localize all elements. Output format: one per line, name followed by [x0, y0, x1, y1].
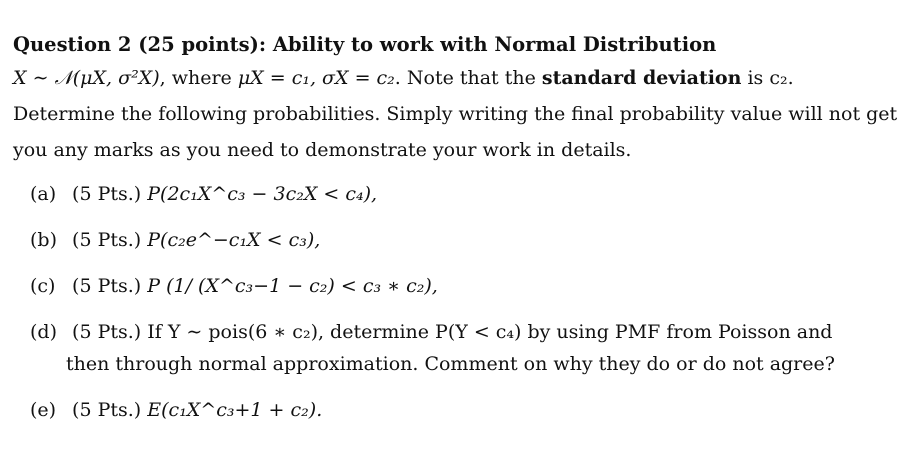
part-expression: P(2c₁X^c₃ − 3c₂X < c₄),	[147, 183, 378, 205]
instructions-line-1: Determine the following probabilities. Simply writing the final probability value will not get	[13, 103, 898, 125]
distribution-expression: X ∼ 𝒩(μX, σ²X)	[13, 67, 160, 89]
part-d	[13, 316, 893, 348]
part-expression: P(c₂e^−c₁X < c₃),	[147, 229, 321, 251]
part-points: (5 Pts.)	[72, 275, 142, 297]
question-title: Question 2 (25 points): Ability to work with Normal Distribution	[13, 33, 717, 56]
part-c	[13, 270, 893, 302]
part-points: (5 Pts.)	[72, 399, 142, 421]
part-label: (c)	[30, 275, 56, 297]
intro-line	[13, 60, 893, 96]
part-label: (d)	[30, 321, 57, 343]
part-label: (a)	[30, 183, 57, 205]
part-expression: P (1/ (X^c₃−1 − c₂) < c₃ ∗ c₂),	[147, 275, 438, 297]
intro-where: , where	[159, 67, 238, 89]
part-a	[13, 178, 893, 210]
part-expression: E(c₁X^c₃+1 + c₂).	[147, 399, 323, 421]
part-text: If Y ∼ pois(6 ∗ c₂), determine P(Y < c₄) by using PMF from Poisson and	[147, 321, 833, 343]
parameter-expression: μX = c₁, σX = c₂	[237, 67, 395, 89]
part-points: (5 Pts.)	[72, 321, 142, 343]
part-label: (e)	[30, 399, 57, 421]
part-points: (5 Pts.)	[72, 183, 142, 205]
parts-list	[13, 178, 893, 426]
note-prefix: . Note that the	[394, 67, 542, 89]
instructions-line-2: you any marks as you need to demonstrate your work in details.	[13, 139, 632, 161]
part-label: (b)	[30, 229, 57, 251]
part-b	[13, 224, 893, 256]
part-d-continuation: then through normal approximation. Comment on why they do or do not agree?	[66, 353, 835, 375]
part-points: (5 Pts.)	[72, 229, 142, 251]
note-bold: standard deviation	[541, 67, 742, 89]
part-e	[13, 394, 893, 426]
note-suffix: is c₂.	[741, 67, 794, 89]
